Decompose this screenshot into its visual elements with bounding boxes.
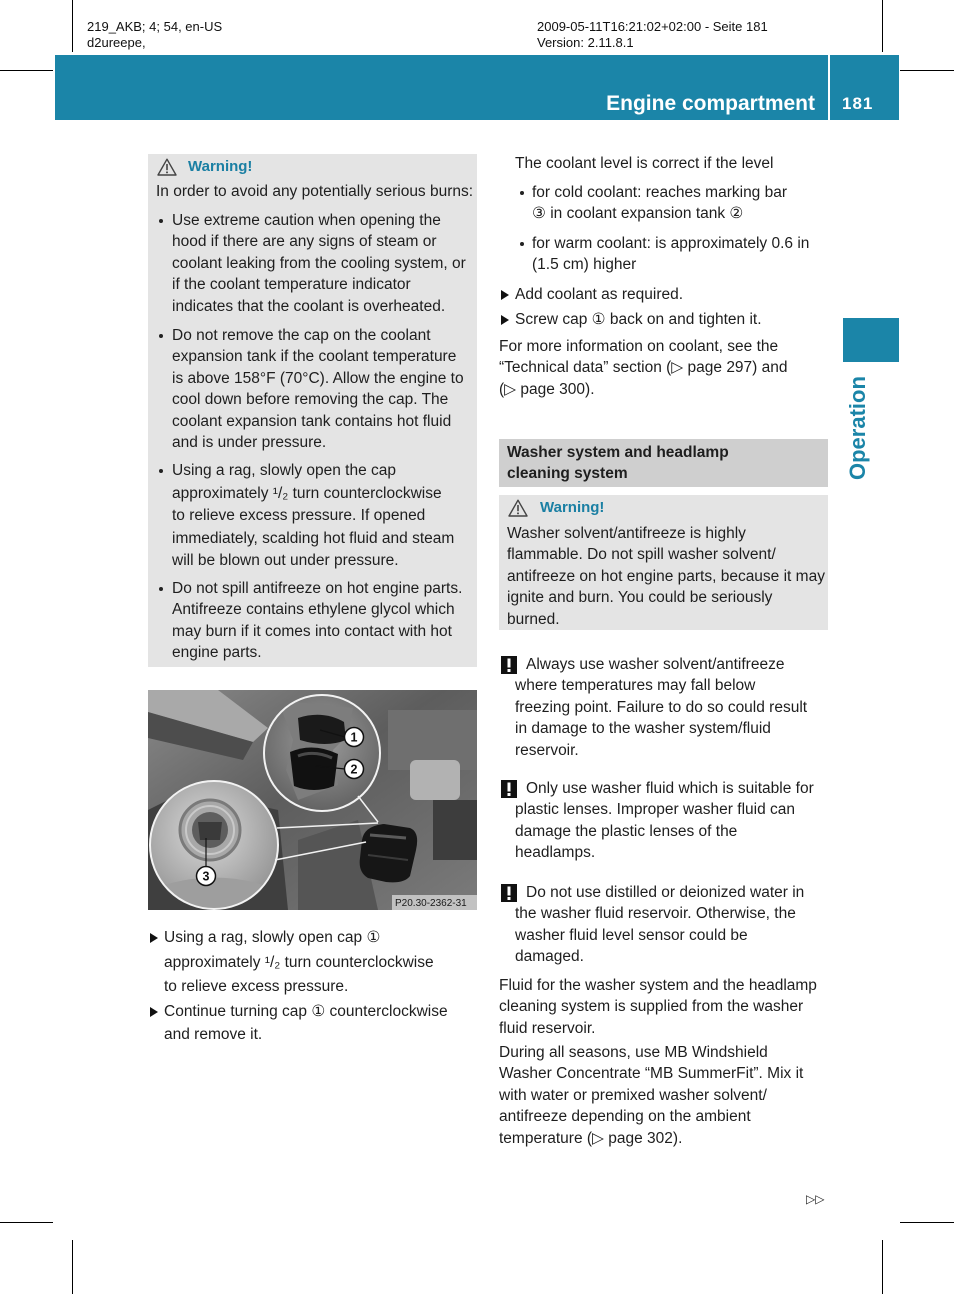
instruction-step: Add coolant as required. — [515, 286, 684, 303]
note-paragraph: Only use washer fluid which is suitable for plastic lenses. Improper washer fluid can damage the plastic lenses of the headlamps. — [515, 780, 814, 862]
callout-number: 3 — [202, 869, 210, 884]
section-heading: Washer system and headlamp cleaning system — [507, 444, 729, 483]
crop-mark-top-right-horizontal — [900, 70, 954, 71]
print-meta-timestamp: 2009-05-11T16:21:02+02:00 - Seite 181 — [537, 19, 768, 34]
bullet-icon — [159, 334, 163, 338]
warning-triangle-dot — [166, 171, 168, 173]
instruction-step: Continue turning cap ① counterclockwise and remove it. — [164, 1003, 448, 1043]
instruction-step: Screw cap ① back on and tighten it. — [515, 311, 762, 328]
step-arrow-icon — [150, 1007, 158, 1017]
exclamation-icon-bar — [508, 659, 511, 668]
crop-mark-bottom-right-vertical — [882, 1240, 883, 1294]
coolant-level-intro: The coolant level is correct if the level — [515, 155, 774, 172]
exclamation-icon-dot — [508, 669, 511, 672]
callout-number: 2 — [350, 762, 358, 777]
warning-triangle-dot — [517, 512, 519, 514]
warning-text: Washer solvent/antifreeze is highly flammable. Do not spill washer solvent/ antifreeze on hot engine parts, because it may ignite and burn. You could be seriously burned. — [507, 525, 825, 628]
continued-marker: ▷▷ — [806, 1192, 825, 1206]
warning-bullet: Do not remove the cap on the coolant expansion tank if the coolant temperature is above 158°F (70°C). Allow the engine to cool down before removing the cap. The coolant expansion tank contains hot fluid and is under pressure. — [172, 327, 464, 452]
exclamation-icon-dot — [508, 793, 511, 796]
note-paragraph: Always use washer solvent/antifreeze where temperatures may fall below freezing point. Failure to do so could result in damage to the washer system/fluid reservoir. — [515, 656, 808, 759]
callout-number: 1 — [350, 730, 358, 745]
warning-triangle-icon — [508, 499, 528, 517]
warning-triangle-icon — [157, 158, 177, 176]
marking-bar — [198, 822, 222, 840]
note-paragraph: Do not use distilled or deionized water in the washer fluid reservoir. Otherwise, the washer fluid level sensor could be damaged. — [515, 884, 805, 966]
crop-mark-bottom-right-horizontal — [900, 1222, 954, 1223]
body-paragraph: During all seasons, use MB Windshield Washer Concentrate “MB SummerFit”. Mix it with water or premixed washer solvent/ antifreeze depending on the ambient temperature (▷ page 302). — [499, 1044, 804, 1147]
exclamation-icon-bar — [508, 887, 511, 896]
step-arrow-icon — [501, 315, 509, 325]
warning-bullet: Using a rag, slowly open the cap approximately ¹/₂ turn counterclockwise to relieve excess pressure. If opened immediately, scalding hot fluid and steam will be blown out under pressure. — [172, 462, 455, 569]
engine-part-dark — [433, 800, 477, 860]
engine-compartment-figure — [148, 690, 477, 910]
coolant-level-bullet: for warm coolant: is approximately 0.6 in (1.5 cm) higher — [532, 235, 810, 274]
print-meta-job: 219_AKB; 4; 54, en-US — [87, 19, 223, 34]
exclamation-icon-bar — [508, 783, 511, 792]
step-arrow-icon — [150, 933, 158, 943]
crop-mark-bottom-left-horizontal — [0, 1222, 53, 1223]
section-title: Engine compartment — [606, 92, 815, 115]
coolant-level-bullet: for cold coolant: reaches marking bar ③ in coolant expansion tank ② — [532, 184, 788, 223]
header-divider — [828, 55, 830, 120]
step-arrow-icon — [501, 290, 509, 300]
print-meta-version: Version: 2.11.8.1 — [537, 35, 634, 50]
warning-triangle-bar — [517, 505, 519, 511]
warning-title: Warning! — [540, 499, 605, 516]
bullet-icon — [159, 469, 163, 473]
bullet-icon — [159, 219, 163, 223]
bullet-icon — [159, 587, 163, 591]
instruction-step: Using a rag, slowly open cap ① approximately ¹/₂ turn counterclockwise to relieve excess pressure. — [164, 929, 434, 995]
warning-triangle-bar — [166, 164, 168, 170]
bullet-icon — [520, 242, 524, 246]
page-number: 181 — [842, 94, 874, 113]
crop-mark-top-left-horizontal — [0, 70, 53, 71]
reference-paragraph: For more information on coolant, see the “Technical data” section (▷ page 297) and (▷ page 300). — [499, 338, 788, 398]
bullet-icon — [520, 191, 524, 195]
exclamation-icon-dot — [508, 897, 511, 900]
warning-intro: In order to avoid any potentially serious burns: — [156, 183, 474, 200]
crop-mark-top-right-vertical — [882, 0, 883, 52]
body-paragraph: Fluid for the washer system and the headlamp cleaning system is supplied from the washer fluid reservoir. — [499, 977, 817, 1037]
engine-part-highlight — [410, 760, 460, 800]
print-meta-file: d2ureepe, — [87, 35, 146, 50]
warning-bullet: Use extreme caution when opening the hood if there are any signs of steam or coolant leaking from the cooling system, or if the coolant temperature indicator indicates that the coolant is overheated. — [172, 212, 466, 315]
crop-mark-top-left-vertical — [72, 0, 73, 52]
figure-code: P20.30-2362-31 — [395, 898, 467, 909]
crop-mark-bottom-left-vertical — [72, 1240, 73, 1294]
coolant-expansion-tank — [360, 824, 417, 882]
side-tab-marker — [843, 318, 899, 362]
warning-bullet: Do not spill antifreeze on hot engine parts. Antifreeze contains ethylene glycol which may burn if it comes into contact with hot engine parts. — [172, 580, 463, 662]
side-tab-label: Operation — [845, 376, 870, 480]
warning-title: Warning! — [188, 158, 253, 175]
